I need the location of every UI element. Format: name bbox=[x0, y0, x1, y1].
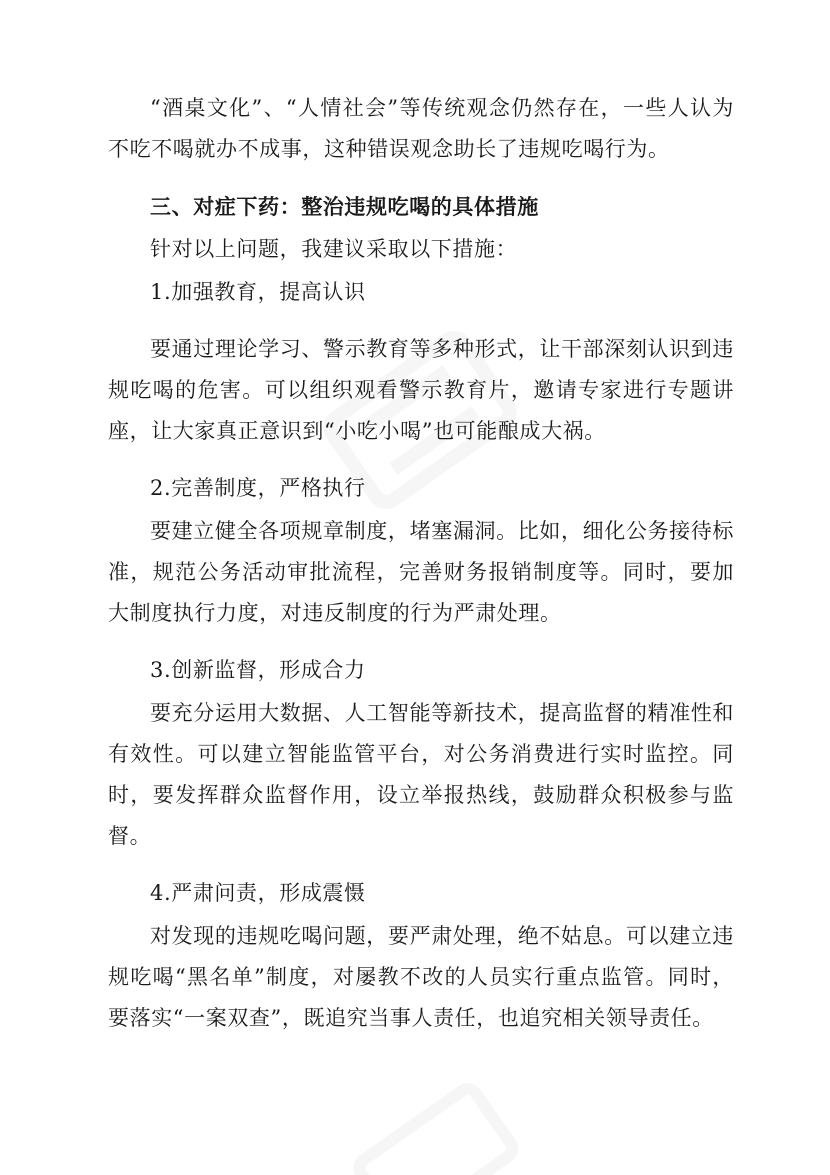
document-body bbox=[108, 88, 734, 1039]
paragraph-culture: “酒桌文化”、“人情社会”等传统观念仍然存在，一些人认为不吃不喝就办不成事，这种错误观念助长了违规吃喝行为。 bbox=[108, 96, 734, 161]
measure-title-3: 3.创新监督，形成合力 bbox=[150, 658, 366, 682]
measure-title-2: 2.完善制度，严格执行 bbox=[150, 476, 366, 500]
paragraph-measure-4: 对发现的违规吃喝问题，要严肃处理，绝不姑息。可以建立违规吃喝“黑名单”制度，对屡教不改的人员实行重点监管。同时，要落实“一案双查”，既追究当事人责任，也追究相关领导责任。 bbox=[108, 924, 734, 1030]
paragraph-measure-3: 要充分运用大数据、人工智能等新技术，提高监督的精准性和有效性。可以建立智能监管平台，对公务消费进行实时监控。同时，要发挥群众监督作用，设立举报热线，鼓励群众积极参与监督。 bbox=[108, 701, 734, 848]
paragraph-measure-2: 要建立健全各项规章制度，堵塞漏洞。比如，细化公务接待标准，规范公务活动审批流程，完善财务报销制度等。同时，要加大制度执行力度，对违反制度的行为严肃处理。 bbox=[108, 519, 734, 625]
paragraph-measure-1: 要通过理论学习、警示教育等多种形式，让干部深刻认识到违规吃喝的危害。可以组织观看警示教育片，邀请专家进行专题讲座，让大家真正意识到“小吃小喝”也可能酿成大祸。 bbox=[108, 337, 734, 443]
section-heading-3: 三、对症下药：整治违规吃喝的具体措施 bbox=[150, 194, 539, 219]
measure-title-4: 4.严肃问责，形成震慑 bbox=[150, 881, 366, 905]
watermark-mark bbox=[330, 1070, 530, 1175]
paragraph-intro: 针对以上问题，我建议采取以下措施： bbox=[150, 237, 518, 261]
measure-title-1: 1.加强教育，提高认识 bbox=[150, 280, 366, 304]
